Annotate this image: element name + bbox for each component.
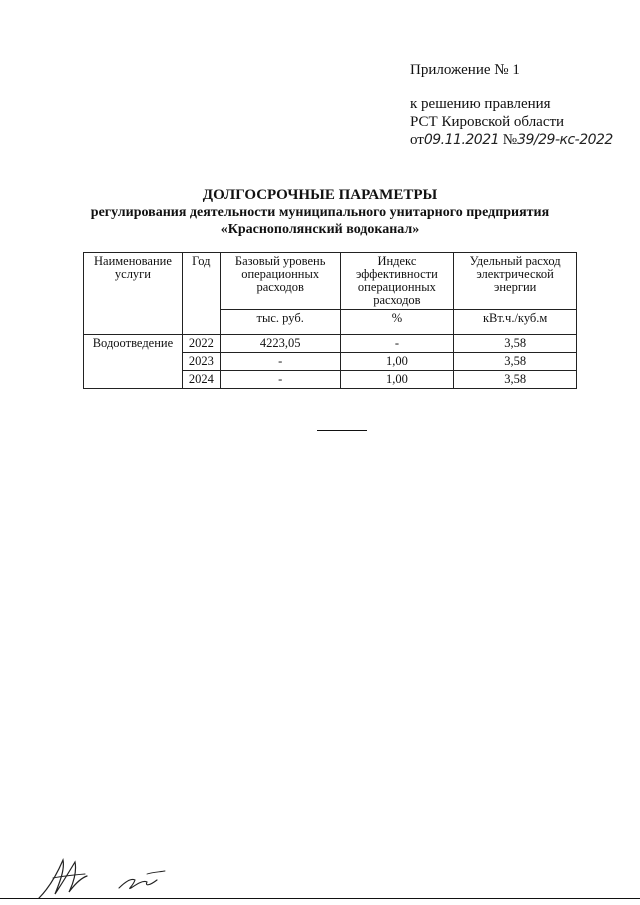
end-separator-line [317, 430, 367, 431]
unit-base-level: тыс. руб. [220, 310, 340, 335]
date-prefix: от [410, 132, 424, 148]
appendix-label: Приложение № 1 [410, 62, 520, 78]
handwritten-initials [35, 848, 175, 903]
cell-base-level: - [220, 371, 340, 389]
cell-year: 2022 [182, 335, 220, 353]
decision-date: 09.11.2021 [423, 132, 500, 148]
decision-date-line [410, 131, 613, 149]
number-prefix: № [502, 132, 518, 148]
decision-line-1: к решению правления [410, 96, 551, 112]
cell-efficiency-index: - [340, 335, 454, 353]
page-bottom-edge [0, 898, 640, 899]
cell-energy-consumption: 3,58 [454, 335, 577, 353]
header-efficiency-index: Индекс эффективности операционных расходов [340, 253, 454, 310]
cell-base-level: 4223,05 [220, 335, 340, 353]
cell-efficiency-index: 1,00 [340, 353, 454, 371]
document-title [0, 186, 640, 238]
table-row [84, 335, 577, 353]
table-header-row [84, 253, 577, 310]
cell-efficiency-index: 1,00 [340, 371, 454, 389]
header-year: Год [182, 253, 220, 335]
cell-base-level: - [220, 353, 340, 371]
service-name: Водоотведение [84, 335, 183, 389]
parameters-table [83, 252, 577, 389]
decision-number: 39/29-кс-2022 [517, 132, 613, 148]
header-service: Наименование услуги [84, 253, 183, 335]
cell-energy-consumption: 3,58 [454, 371, 577, 389]
title-main: ДОЛГОСРОЧНЫЕ ПАРАМЕТРЫ [202, 187, 438, 203]
cell-year: 2023 [182, 353, 220, 371]
cell-year: 2024 [182, 371, 220, 389]
header-energy-consumption: Удельный расход электрической энергии [454, 253, 577, 310]
unit-energy-consumption: кВт.ч./куб.м [454, 310, 577, 335]
cell-energy-consumption: 3,58 [454, 353, 577, 371]
title-subtitle-2: «Краснополянский водоканал» [220, 222, 420, 237]
unit-efficiency-index: % [340, 310, 454, 335]
appendix-block [410, 61, 613, 149]
title-subtitle-1: регулирования деятельности муниципального унитарного предприятия [90, 205, 550, 220]
header-base-level: Базовый уровень операционных расходов [220, 253, 340, 310]
decision-line-2: РСТ Кировской области [410, 114, 565, 130]
